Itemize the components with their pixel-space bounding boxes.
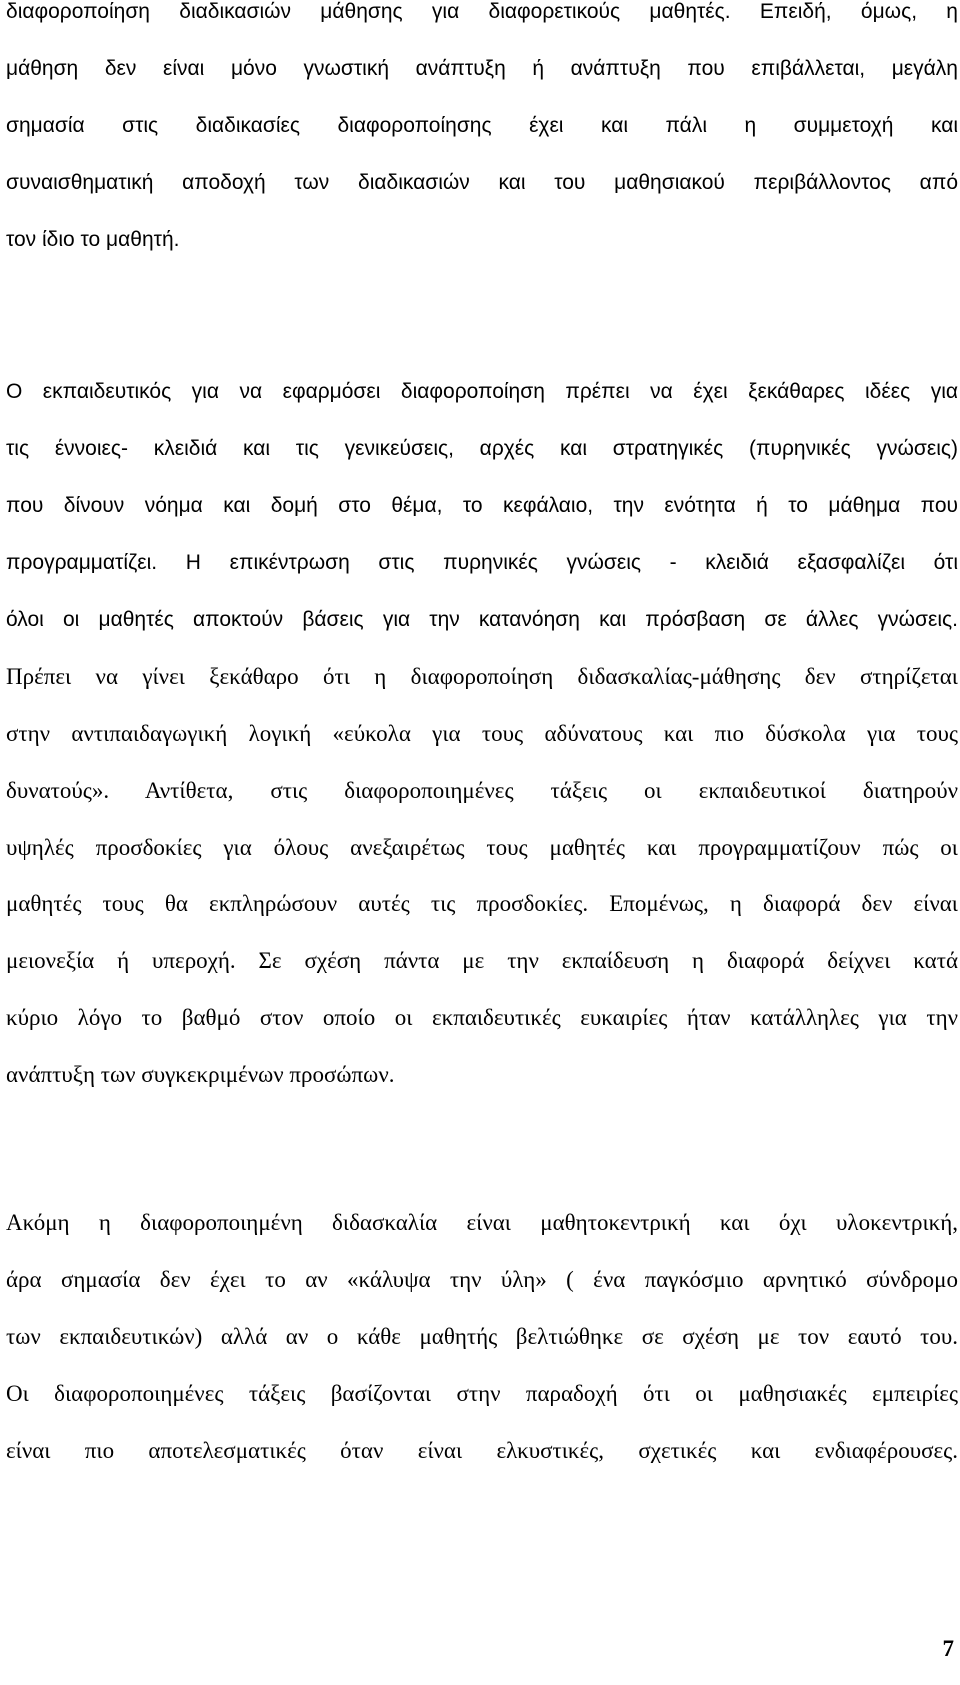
paragraph-line: τον ίδιο το μαθητή. — [6, 228, 180, 251]
paragraph-line: των εκπαιδευτικών) αλλά αν ο κάθε μαθητής βελτιώθηκε σε σχέση με τον εαυτό του. — [6, 1324, 958, 1349]
paragraph-line: στην αντιπαιδαγωγική λογική «εύκολα για τους αδύνατους και πιο δύσκολα για τους — [6, 721, 958, 746]
paragraph-line: που δίνουν νόημα και δομή στο θέμα, το κεφάλαιο, την ενότητα ή το μάθημα που — [6, 494, 958, 517]
paragraph-line: Ο εκπαιδευτικός για να εφαρμόσει διαφοροποίηση πρέπει να έχει ξεκάθαρες ιδέες για — [6, 380, 958, 403]
paragraph-line: συναισθηματική αποδοχή των διαδικασιών και του μαθησιακού περιβάλλοντος από — [6, 171, 958, 194]
paragraph-line: διαφοροποίηση διαδικασιών μάθησης για διαφορετικούς μαθητές. Επειδή, όμως, η — [6, 0, 958, 23]
paragraph-line: σημασία στις διαδικασίες διαφοροποίησης έχει και πάλι η συμμετοχή και — [6, 114, 958, 137]
paragraph-line: ανάπτυξη των συγκεκριμένων προσώπων. — [6, 1062, 395, 1087]
page-number: 7 — [942, 1636, 954, 1661]
paragraph-line: κύριο λόγο το βαθμό στον οποίο οι εκπαιδευτικές ευκαιρίες ήταν κατάλληλες για την — [6, 1005, 958, 1030]
paragraph-line: προγραμματίζει. Η επικέντρωση στις πυρηνικές γνώσεις - κλειδιά εξασφαλίζει ότι — [6, 551, 958, 574]
paragraph-line: υψηλές προσδοκίες για όλους ανεξαιρέτως τους μαθητές και προγραμματίζουν πώς οι — [6, 835, 958, 860]
paragraph-line: μειονεξία ή υπεροχή. Σε σχέση πάντα με την εκπαίδευση η διαφορά δείχνει κατά — [6, 948, 958, 973]
paragraph-line: μαθητές τους θα εκπληρώσουν αυτές τις προσδοκίες. Επομένως, η διαφορά δεν είναι — [6, 891, 958, 916]
paragraph-line: μάθηση δεν είναι μόνο γνωστική ανάπτυξη ή ανάπτυξη που επιβάλλεται, μεγάλη — [6, 57, 958, 80]
paragraph-line: Πρέπει να γίνει ξεκάθαρο ότι η διαφοροποίηση διδασκαλίας-μάθησης δεν στηρίζεται — [6, 664, 958, 689]
paragraph-line: Οι διαφοροποιημένες τάξεις βασίζονται στην παραδοχή ότι οι μαθησιακές εμπειρίες — [6, 1381, 958, 1406]
paragraph-line: άρα σημασία δεν έχει το αν «κάλυψα την ύλη» ( ένα παγκόσμιο αρνητικό σύνδρομο — [6, 1267, 958, 1292]
paragraph-line: όλοι οι μαθητές αποκτούν βάσεις για την κατανόηση και πρόσβαση σε άλλες γνώσεις. — [6, 608, 958, 631]
paragraph-line: δυνατούς». Αντίθετα, στις διαφοροποιημένες τάξεις οι εκπαιδευτικοί διατηρούν — [6, 778, 958, 803]
paragraph-line: τις έννοιες- κλειδιά και τις γενικεύσεις, αρχές και στρατηγικές (πυρηνικές γνώσεις) — [6, 437, 958, 460]
paragraph-line: είναι πιο αποτελεσματικές όταν είναι ελκυστικές, σχετικές και ενδιαφέρουσες. — [6, 1438, 958, 1463]
paragraph-line: Ακόμη η διαφοροποιημένη διδασκαλία είναι μαθητοκεντρική και όχι υλοκεντρική, — [6, 1210, 958, 1235]
